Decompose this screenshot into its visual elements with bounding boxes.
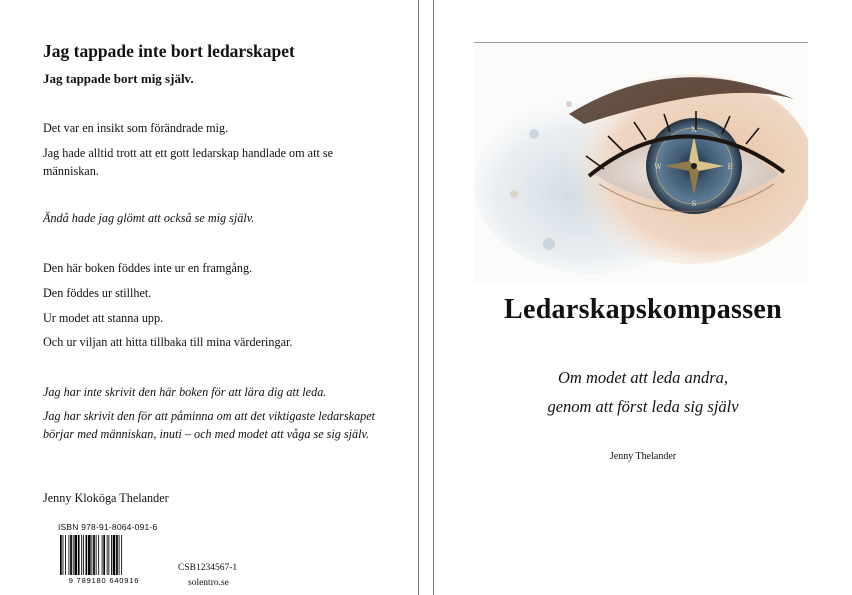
signature: Jenny Kloköga Thelander	[43, 491, 169, 505]
back-cover-subtitle: Jag tappade bort mig själv.	[43, 71, 194, 86]
barcode-bar	[91, 535, 92, 579]
publisher-site: solentro.se	[188, 578, 229, 588]
isbn-label: ISBN 978-91-8064-091-6	[58, 522, 158, 532]
barcode-bar	[65, 535, 66, 579]
barcode-bar	[116, 535, 118, 579]
compass-letter: N	[690, 126, 698, 134]
product-code: CSB1234567-1	[178, 563, 238, 573]
barcode	[56, 533, 152, 585]
cover-eye-illustration	[474, 44, 808, 284]
blurb-paragraph: Den här boken föddes inte ur en framgång.	[43, 261, 253, 275]
blurb-paragraph-italic: Ändå hade jag glömt att också se mig själv.	[43, 211, 255, 225]
blurb-paragraph: Ur modet att stanna upp.	[43, 311, 164, 325]
compass-letter: S	[691, 200, 697, 208]
blurb-paragraph-italic: Jag har skrivit den för att påminna om att det viktigaste ledarskapet börjar med människan, inuti – och med modet att våga se sig själv.	[43, 409, 376, 441]
blurb-paragraph: Det var en insikt som förändrade mig.	[43, 121, 229, 135]
barcode-bar	[60, 535, 62, 579]
top-rule	[474, 42, 808, 43]
barcode-bar	[74, 535, 77, 579]
barcode-bar	[78, 535, 80, 579]
barcode-bar	[102, 535, 103, 579]
barcode-bar	[83, 535, 84, 579]
barcode-bar	[69, 535, 70, 579]
compass-letter: E	[727, 163, 733, 171]
barcode-bar	[93, 535, 95, 579]
barcode-bar	[63, 535, 64, 579]
barcode-bar	[86, 535, 88, 579]
barcode-bar	[119, 535, 120, 579]
author-name: Jenny Thelander	[609, 451, 677, 462]
barcode-bar	[81, 535, 82, 579]
barcode-bar	[70, 535, 72, 579]
spine-left-edge	[418, 0, 419, 595]
blurb-paragraph: Jag hade alltid trott att ett gott ledarskap handlade om att se människan.	[43, 146, 334, 178]
barcode-bar	[108, 535, 109, 579]
tagline-line-1: Om modet att leda andra,	[557, 368, 729, 387]
barcode-bar	[113, 535, 116, 579]
barcode-bar	[98, 535, 99, 579]
back-cover	[0, 0, 418, 595]
barcode-bar	[111, 535, 112, 579]
barcode-bar	[107, 535, 108, 579]
barcode-bar	[103, 535, 105, 579]
barcode-digits: 9 789180 640916	[68, 576, 140, 585]
blurb-paragraph-italic: Jag har inte skrivit den här boken för att lära dig att leda.	[43, 385, 327, 399]
compass-letter: W	[654, 163, 662, 171]
barcode-bar	[88, 535, 91, 579]
tagline-line-2: genom att först leda sig själv	[547, 397, 739, 416]
barcode-bar	[96, 535, 97, 579]
back-cover-title: Jag tappade inte bort ledarskapet	[43, 41, 295, 61]
barcode-bar	[121, 535, 122, 579]
barcode-bar	[73, 535, 74, 579]
blurb-paragraph: Och ur viljan att hitta tillbaka till mina värderingar.	[43, 335, 293, 349]
blurb-paragraph: Den föddes ur stillhet.	[43, 286, 152, 300]
book-title: Ledarskapskompassen	[503, 294, 782, 325]
